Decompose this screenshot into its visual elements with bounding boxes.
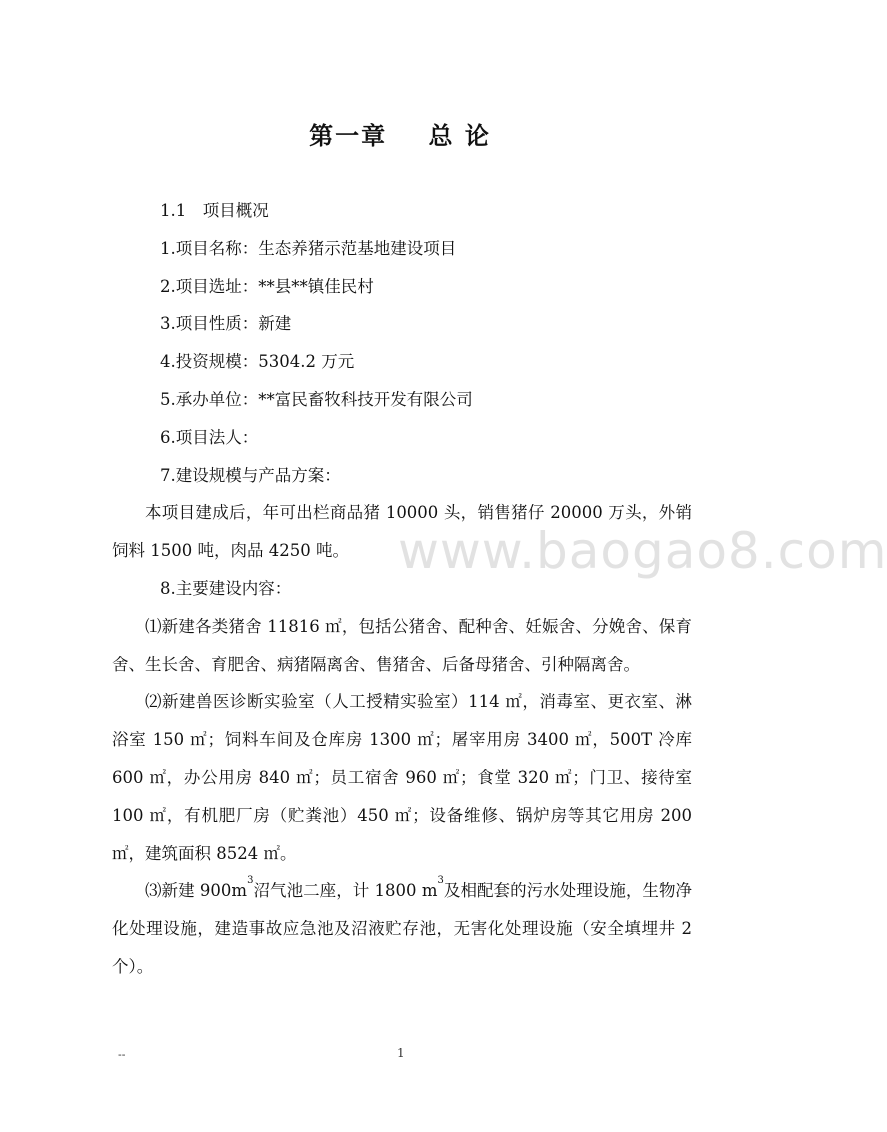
page-number: 1 <box>397 1046 405 1060</box>
item-construction-scale: 7.建设规模与产品方案： <box>160 465 341 485</box>
superscript-3: 3 <box>437 875 444 887</box>
content-item-2: ⑵新建兽医诊断实验室（人工授精实验室）114 ㎡，消毒室、更衣室、淋浴室 150 ㎡；饲料车间及仓库房 1300 ㎡；屠宰用房 3400 ㎡，500T 冷库 600 ㎡，办公用房 840 ㎡；员工宿舍 960 ㎡；食堂 320 ㎡；门卫、接待室 100 ㎡，有机肥厂房（贮粪池）450 ㎡；设备维修、锅炉房等其它用房 200 ㎡，建筑面积 8524 ㎡。 <box>112 692 692 863</box>
content-item-3 <box>112 872 692 985</box>
footer-mark: -- <box>118 1048 126 1061</box>
watermark: www.baogao8.com <box>398 522 887 580</box>
superscript-3: 3 <box>247 875 254 887</box>
scale-paragraph: 本项目建成后，年可出栏商品猪 10000 头，销售猪仔 20000 万头，外销饲料 1500 吨，肉品 4250 吨。 <box>112 503 692 561</box>
item-project-nature: 3.项目性质：新建 <box>160 314 292 334</box>
item-undertaking-unit: 5.承办单位：**富民畜牧科技开发有限公司 <box>160 389 473 409</box>
content-item-3-part-b: 沼气池二座，计 1800 m <box>253 881 438 901</box>
content-item-3-part-c: 及相配套的污水处理设施，生物净化处理设施，建造事故应急池及沼液贮存池，无害化处理设施（安全填埋井 2 个）。 <box>112 881 693 976</box>
document-body <box>112 192 692 986</box>
item-legal-person: 6.项目法人： <box>160 427 259 447</box>
content-heading: 8.主要建设内容： <box>160 578 292 598</box>
item-investment-scale: 4.投资规模：5304.2 万元 <box>160 352 355 372</box>
section-heading: 1.1 项目概况 <box>160 201 269 220</box>
content-item-1: ⑴新建各类猪舍 11816 ㎡，包括公猪舍、配种舍、妊娠舍、分娩舍、保育舍、生长舍、育肥舍、病猪隔离舍、售猪舍、后备母猪舍、引种隔离舍。 <box>112 616 692 674</box>
item-project-name: 1.项目名称：生态养猪示范基地建设项目 <box>160 238 457 258</box>
item-project-location: 2.项目选址：**县**镇佳民村 <box>160 276 374 296</box>
chapter-title: 第一章 总 论 <box>309 121 491 150</box>
content-item-3-part-a: ⑶新建 900m <box>145 881 248 901</box>
